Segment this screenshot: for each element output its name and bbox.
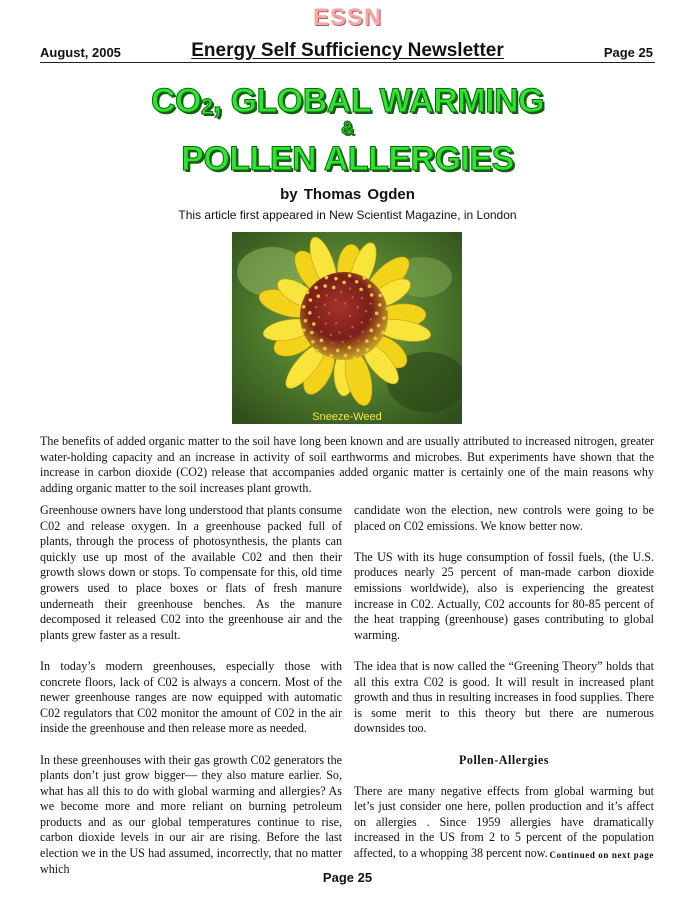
left-column	[40, 503, 342, 893]
continued-note: Continued on next page	[549, 850, 654, 860]
pollen-dot	[336, 349, 340, 353]
pollen-dot	[365, 348, 369, 352]
pollen-dot	[324, 322, 326, 324]
pollen-dot	[375, 311, 379, 315]
right-paragraph-3: The idea that is now called the “Greening Theory” holds that all this extra C02 is good. It will result in increased plant growth and thus in resulting increases in food supplies. There is some merit to this theory but there are numerous downsides too.	[354, 658, 654, 736]
pollen-dot	[308, 311, 312, 315]
photo-caption: Sneeze-Weed	[312, 411, 382, 423]
pollen-dot	[323, 347, 327, 351]
pollen-dot	[361, 321, 363, 323]
flower-disk	[300, 272, 388, 360]
pollen-dot	[342, 341, 344, 343]
header-rule	[40, 62, 655, 63]
pollen-dot	[324, 304, 326, 306]
pollen-dot	[370, 293, 374, 297]
pollen-dot	[378, 303, 382, 307]
pollen-dot	[349, 315, 351, 317]
pollen-dot	[348, 346, 352, 350]
pollen-dot	[335, 322, 337, 324]
pollen-dot	[328, 312, 330, 314]
pollen-dot	[338, 331, 340, 333]
right-paragraph-1: candidate won the election, new controls were going to be placed on C02 emissions. We know better now.	[354, 503, 654, 533]
pollen-dot	[361, 297, 363, 299]
pollen-dot	[318, 316, 320, 318]
newsletter-title: Energy Self Sufficiency Newsletter	[191, 40, 504, 61]
pollen-dot	[329, 334, 331, 336]
pollen-dot	[382, 316, 386, 320]
pollen-dot	[361, 331, 363, 333]
pollen-dot	[357, 340, 359, 342]
pollen-dot	[386, 307, 390, 311]
pollen-dot	[320, 339, 324, 343]
pollen-dot	[312, 322, 316, 326]
source-note: This article first appeared in New Scientist Magazine, in London	[178, 208, 517, 222]
essn-logo: ESSN	[312, 4, 383, 31]
byline: by Thomas Ogden	[280, 186, 415, 203]
section-heading: Pollen-Allergies	[459, 752, 549, 767]
pollen-dot	[334, 277, 338, 281]
pollen-dot	[317, 294, 321, 298]
intro-paragraph: The benefits of added organic matter to the soil have long been known and are usually attributed to increased nitrogen, greater water-holding capacity and an increase in activity of soil earthworms and microbes. But experiments have shown that the increase in carbon dioxide (CO2) release that accompanies added organic matter is certainly one of the main reasons why adding organic matter to the soil increases plant growth.	[40, 434, 654, 495]
pollen-dot	[351, 326, 353, 328]
pollen-dot	[310, 331, 314, 335]
pollen-dot	[320, 331, 322, 333]
pollen-dot	[362, 276, 366, 280]
pollen-dot	[302, 328, 306, 332]
headline-line-1: CO2, GLOBAL WARMING	[150, 82, 545, 120]
pollen-dot	[306, 290, 310, 294]
pollen-dot	[365, 339, 369, 343]
pollen-dot	[325, 276, 329, 280]
headline-line-2: POLLEN ALLERGIES	[181, 140, 514, 178]
pollen-dot	[326, 294, 328, 296]
headline-ampersand: &	[341, 118, 354, 138]
pollen-dot	[356, 348, 360, 352]
pollen-dot	[323, 284, 327, 288]
pollen-dot	[329, 354, 333, 358]
pollen-dot	[342, 281, 346, 285]
pollen-dot	[377, 324, 381, 328]
right-column	[354, 503, 654, 877]
left-paragraph-2: In today’s modern greenhouses, especially those with concrete floors, lack of C02 is always a concern. Most of the newer greenhouse ranges are now equipped with automatic C02 regulators that C02 monitor the amount of C02 in the air inside the greenhouse and then release more as needed.	[40, 658, 342, 736]
pollen-dot	[370, 318, 372, 320]
pollen-dot	[370, 302, 372, 304]
pollen-dot	[309, 298, 313, 302]
pollen-dot	[355, 280, 359, 284]
pollen-dot	[340, 291, 342, 293]
right-paragraph-4: There are many negative effects from global warming but let’s just consider one here, pollen production and it’s affect on allergies . Since 1959 allergies have dramatically increased in the US from 2 to 5 percent of the population affected, to a whopping 38 percent now.	[354, 783, 654, 861]
pollen-dot	[378, 294, 382, 298]
pollen-dot	[302, 305, 306, 309]
pollen-dot	[315, 306, 317, 308]
pollen-dot	[344, 302, 346, 304]
header-page-number: Page 25	[603, 45, 653, 60]
pollen-dot	[304, 319, 308, 323]
sneeze-weed-photo	[232, 232, 462, 424]
footer-page-number: Page 25	[322, 870, 373, 885]
pollen-dot	[314, 286, 318, 290]
left-paragraph-3: In these greenhouses with their gas growth C02 generators the plants don’t just grow bigger— they also mature earlier. So, what has all this to do with global warming and allergies? As we become more and more reliant on burning petroleum products and as our global temperatures continue to rise, carbon dioxide levels in our air are rising. Before the last election we in the US had assumed, incorrectly, that no matter which	[40, 752, 342, 876]
left-paragraph-1: Greenhouse owners have long understood that plants consume C02 and release oxygen. In a greenhouse packed full of plants, through the process of photosynthesis, the plants can quickly use up most of the available C02 and then their growth slows down or stops. To compensate for this, old time growers used to place boxes or flats of fresh manure underneath their greenhouse benches. As the manure decomposed it released C02 into the greenhouse air and the plants grew faster as a result.	[40, 503, 342, 642]
pollen-dot	[353, 356, 357, 360]
pollen-dot	[331, 342, 333, 344]
issue-date: August, 2005	[40, 45, 121, 60]
pollen-dot	[357, 306, 359, 308]
pollen-dot	[349, 335, 351, 337]
right-paragraph-2: The US with its huge consumption of fossil fuels, (the U.S. produces nearly 25 percent of man-made carbon dioxide emissions worldwide), also is experiencing the greatest increase in C02. Actually, C02 accounts for 80-85 percent of the heat trapping (greenhouse) gases contributing to global warming.	[354, 549, 654, 642]
pollen-dot	[348, 274, 352, 278]
pollen-dot	[365, 310, 367, 312]
pollen-dot	[332, 286, 336, 290]
pollen-dot	[334, 299, 336, 301]
pollen-dot	[369, 329, 373, 333]
pollen-dot	[344, 354, 348, 358]
pollen-dot	[374, 337, 378, 341]
pollen-dot	[315, 349, 319, 353]
pollen-dot	[359, 288, 363, 292]
pollen-dot	[352, 296, 354, 298]
pollen-dot	[381, 331, 385, 335]
pollen-dot	[368, 284, 372, 288]
pollen-dot	[349, 287, 351, 289]
pollen-dot	[311, 340, 315, 344]
